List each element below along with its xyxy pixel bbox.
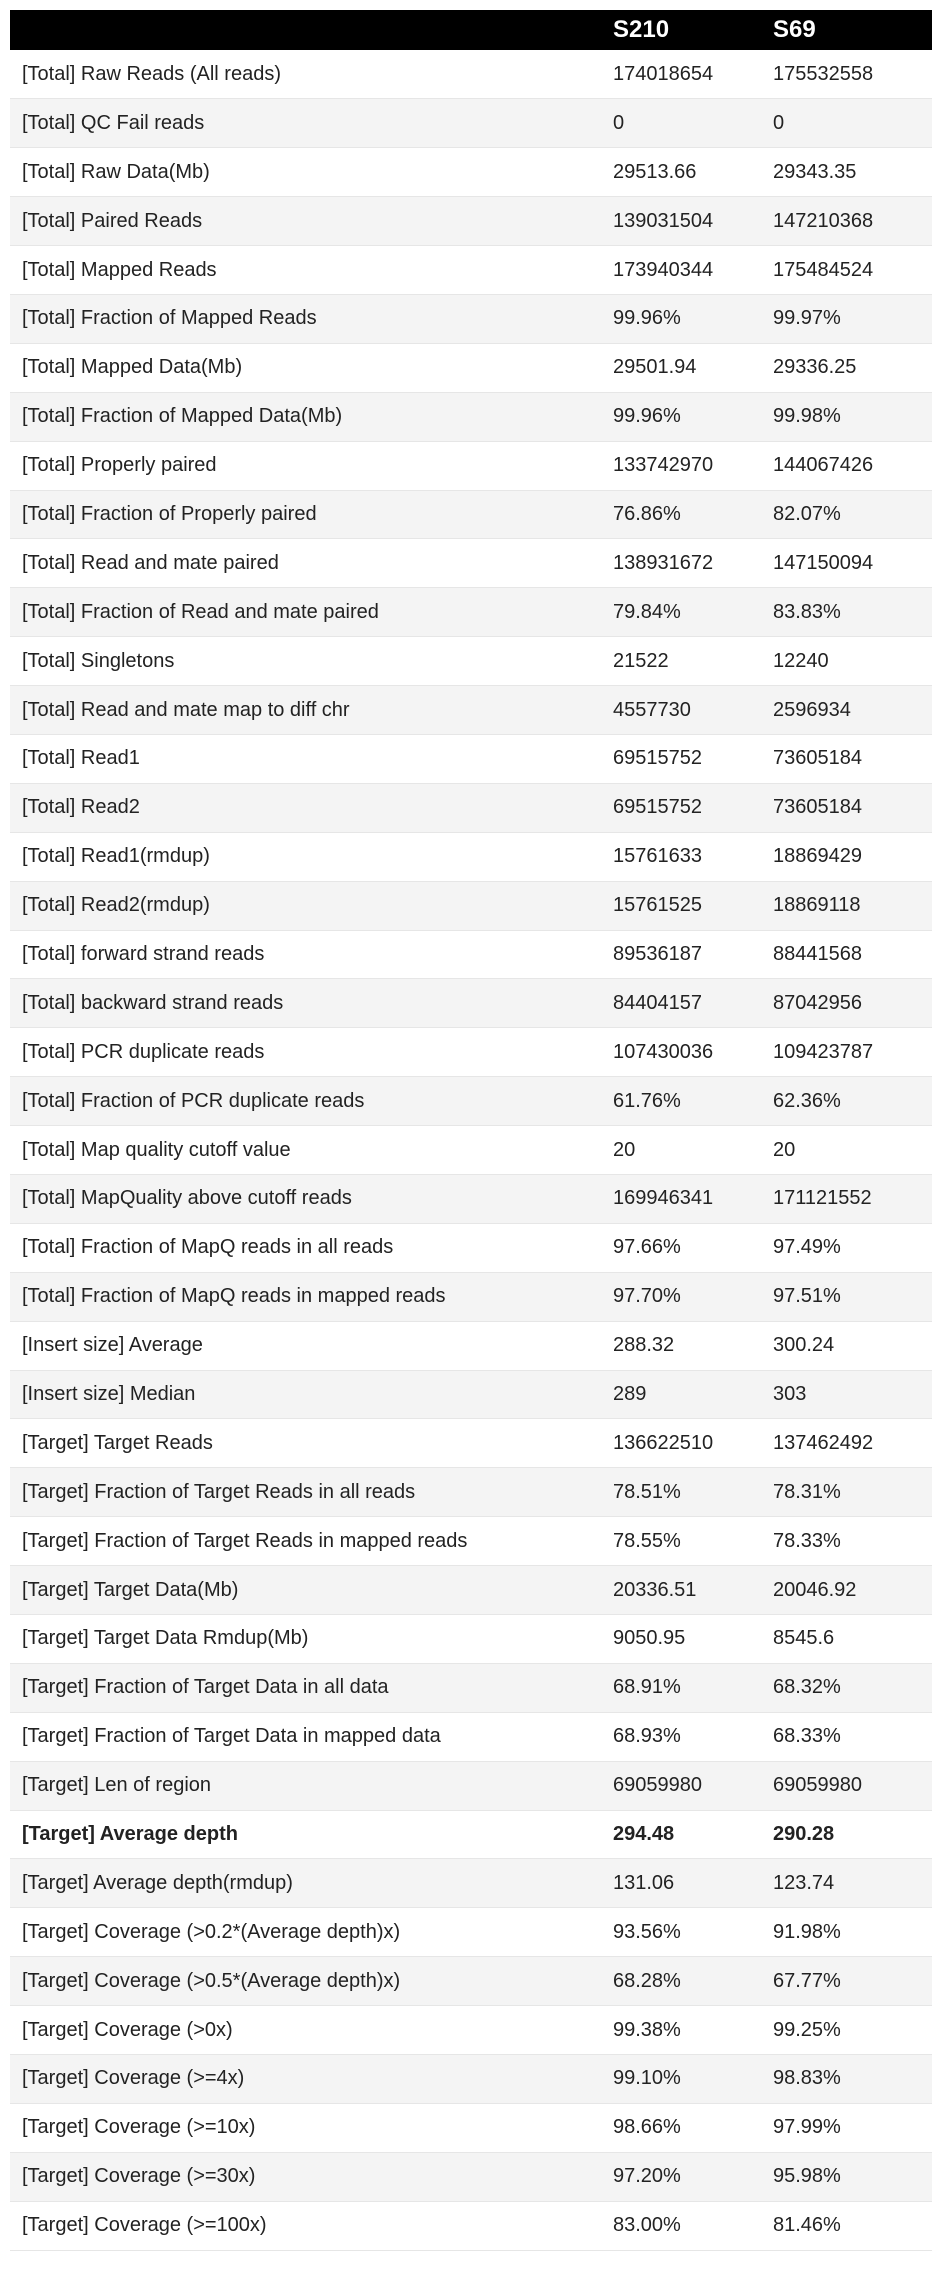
table-row <box>10 1957 932 2006</box>
metric-label: [Target] Average depth <box>10 1810 613 1859</box>
s210-value: 136622510 <box>613 1419 773 1468</box>
metric-label: [Total] Read and mate map to diff chr <box>10 686 613 735</box>
s210-value: 174018654 <box>613 50 773 99</box>
metric-label: [Total] QC Fail reads <box>10 99 613 148</box>
table-row <box>10 783 932 832</box>
s210-value: 131.06 <box>613 1859 773 1908</box>
s69-value: 144067426 <box>773 441 932 490</box>
s69-value: 78.31% <box>773 1468 932 1517</box>
metric-label: [Total] Fraction of Read and mate paired <box>10 588 613 637</box>
s210-value: 107430036 <box>613 1028 773 1077</box>
metric-label: [Target] Coverage (>0.2*(Average depth)x) <box>10 1908 613 1957</box>
metric-label: [Total] forward strand reads <box>10 930 613 979</box>
table-row <box>10 1615 932 1664</box>
table-row <box>10 1223 932 1272</box>
metric-label: [Total] Raw Reads (All reads) <box>10 50 613 99</box>
table-row <box>10 2055 932 2104</box>
metric-label: [Target] Fraction of Target Data in mapped data <box>10 1712 613 1761</box>
metric-label: [Target] Coverage (>=100x) <box>10 2201 613 2250</box>
table-row <box>10 148 932 197</box>
s210-value: 98.66% <box>613 2103 773 2152</box>
s210-value: 138931672 <box>613 539 773 588</box>
s69-value: 97.49% <box>773 1223 932 1272</box>
table-row <box>10 1468 932 1517</box>
header-s69: S69 <box>773 16 816 43</box>
s210-value: 0 <box>613 99 773 148</box>
metric-label: [Target] Coverage (>=30x) <box>10 2152 613 2201</box>
table-row <box>10 1028 932 1077</box>
s210-value: 99.10% <box>613 2055 773 2104</box>
s69-value: 95.98% <box>773 2152 932 2201</box>
s69-value: 91.98% <box>773 1908 932 1957</box>
s210-value: 29501.94 <box>613 343 773 392</box>
s210-value: 78.51% <box>613 1468 773 1517</box>
s69-value: 78.33% <box>773 1517 932 1566</box>
s69-value: 290.28 <box>773 1810 932 1859</box>
metric-label: [Total] Read and mate paired <box>10 539 613 588</box>
s69-value: 171121552 <box>773 1174 932 1223</box>
s69-value: 18869118 <box>773 881 932 930</box>
table-row <box>10 1370 932 1419</box>
s69-value: 99.25% <box>773 2006 932 2055</box>
table-row <box>10 99 932 148</box>
s210-value: 83.00% <box>613 2201 773 2250</box>
s210-value: 61.76% <box>613 1077 773 1126</box>
table-row <box>10 832 932 881</box>
table-row <box>10 197 932 246</box>
s210-value: 21522 <box>613 637 773 686</box>
header-metric <box>10 10 613 50</box>
s210-value: 69515752 <box>613 734 773 783</box>
metric-label: [Total] Properly paired <box>10 441 613 490</box>
s210-value: 76.86% <box>613 490 773 539</box>
s210-value: 97.70% <box>613 1272 773 1321</box>
metric-label: [Target] Target Data Rmdup(Mb) <box>10 1615 613 1664</box>
table-row <box>10 1419 932 1468</box>
metric-label: [Total] Raw Data(Mb) <box>10 148 613 197</box>
table-row <box>10 1859 932 1908</box>
s210-value: 99.96% <box>613 392 773 441</box>
table-row <box>10 881 932 930</box>
table-row <box>10 294 932 343</box>
table-row <box>10 1126 932 1175</box>
s210-value: 4557730 <box>613 686 773 735</box>
metric-label: [Total] Fraction of Mapped Data(Mb) <box>10 392 613 441</box>
table-body <box>10 50 932 2250</box>
s69-value: 147210368 <box>773 197 932 246</box>
s69-value: 0 <box>773 99 932 148</box>
s69-value: 68.32% <box>773 1663 932 1712</box>
table-row <box>10 734 932 783</box>
s69-value: 29343.35 <box>773 148 932 197</box>
s210-value: 99.38% <box>613 2006 773 2055</box>
table-row <box>10 1761 932 1810</box>
s210-value: 20 <box>613 1126 773 1175</box>
metric-label: [Target] Fraction of Target Reads in mapped reads <box>10 1517 613 1566</box>
s69-value: 73605184 <box>773 734 932 783</box>
s210-value: 288.32 <box>613 1321 773 1370</box>
metric-label: [Target] Target Reads <box>10 1419 613 1468</box>
metric-label: [Total] Mapped Data(Mb) <box>10 343 613 392</box>
metric-label: [Target] Coverage (>=4x) <box>10 2055 613 2104</box>
metric-label: [Target] Fraction of Target Reads in all reads <box>10 1468 613 1517</box>
table-row <box>10 1908 932 1957</box>
s210-value: 97.66% <box>613 1223 773 1272</box>
s210-value: 93.56% <box>613 1908 773 1957</box>
s210-value: 69515752 <box>613 783 773 832</box>
s69-value: 109423787 <box>773 1028 932 1077</box>
stats-table-container <box>10 10 932 2251</box>
table-row <box>10 539 932 588</box>
metric-label: [Target] Coverage (>=10x) <box>10 2103 613 2152</box>
s69-value: 97.51% <box>773 1272 932 1321</box>
s69-value: 73605184 <box>773 783 932 832</box>
s69-value: 81.46% <box>773 2201 932 2250</box>
s69-value: 18869429 <box>773 832 932 881</box>
metric-label: [Total] backward strand reads <box>10 979 613 1028</box>
metric-label: [Total] Read1(rmdup) <box>10 832 613 881</box>
table-row <box>10 441 932 490</box>
metric-label: [Target] Target Data(Mb) <box>10 1566 613 1615</box>
table-row <box>10 588 932 637</box>
stats-table <box>10 10 932 2251</box>
table-row <box>10 2006 932 2055</box>
s210-value: 15761633 <box>613 832 773 881</box>
s210-value: 79.84% <box>613 588 773 637</box>
table-row <box>10 1077 932 1126</box>
s69-value: 87042956 <box>773 979 932 1028</box>
s69-value: 99.98% <box>773 392 932 441</box>
s210-value: 139031504 <box>613 197 773 246</box>
s69-value: 300.24 <box>773 1321 932 1370</box>
table-row <box>10 637 932 686</box>
s69-value: 98.83% <box>773 2055 932 2104</box>
table-row <box>10 930 932 979</box>
s210-value: 294.48 <box>613 1810 773 1859</box>
metric-label: [Total] Fraction of PCR duplicate reads <box>10 1077 613 1126</box>
s69-value: 175532558 <box>773 50 932 99</box>
table-row <box>10 2103 932 2152</box>
metric-label: [Insert size] Average <box>10 1321 613 1370</box>
metric-label: [Total] Fraction of MapQ reads in mapped reads <box>10 1272 613 1321</box>
s210-value: 97.20% <box>613 2152 773 2201</box>
table-row <box>10 2152 932 2201</box>
table-row <box>10 1272 932 1321</box>
s210-value: 29513.66 <box>613 148 773 197</box>
metric-label: [Total] Fraction of MapQ reads in all reads <box>10 1223 613 1272</box>
s69-value: 29336.25 <box>773 343 932 392</box>
s69-value: 67.77% <box>773 1957 932 2006</box>
metric-label: [Insert size] Median <box>10 1370 613 1419</box>
s210-value: 89536187 <box>613 930 773 979</box>
metric-label: [Total] Mapped Reads <box>10 246 613 295</box>
table-row <box>10 1566 932 1615</box>
s69-value: 62.36% <box>773 1077 932 1126</box>
table-row <box>10 1810 932 1859</box>
metric-label: [Target] Fraction of Target Data in all data <box>10 1663 613 1712</box>
s210-value: 68.28% <box>613 1957 773 2006</box>
s69-value: 99.97% <box>773 294 932 343</box>
metric-label: [Target] Len of region <box>10 1761 613 1810</box>
s210-value: 69059980 <box>613 1761 773 1810</box>
metric-label: [Total] Paired Reads <box>10 197 613 246</box>
s69-value: 8545.6 <box>773 1615 932 1664</box>
s210-value: 9050.95 <box>613 1615 773 1664</box>
metric-label: [Total] PCR duplicate reads <box>10 1028 613 1077</box>
s69-value: 12240 <box>773 637 932 686</box>
s210-value: 84404157 <box>613 979 773 1028</box>
s69-value: 175484524 <box>773 246 932 295</box>
metric-label: [Total] Singletons <box>10 637 613 686</box>
s69-value: 97.99% <box>773 2103 932 2152</box>
table-row <box>10 392 932 441</box>
metric-label: [Total] Fraction of Mapped Reads <box>10 294 613 343</box>
s69-value: 303 <box>773 1370 932 1419</box>
s69-value: 2596934 <box>773 686 932 735</box>
table-row <box>10 1663 932 1712</box>
s69-value: 123.74 <box>773 1859 932 1908</box>
metric-label: [Total] Read2 <box>10 783 613 832</box>
metric-label: [Target] Coverage (>0x) <box>10 2006 613 2055</box>
s210-value: 289 <box>613 1370 773 1419</box>
table-row <box>10 1517 932 1566</box>
s69-value: 82.07% <box>773 490 932 539</box>
s210-value: 169946341 <box>613 1174 773 1223</box>
table-row <box>10 490 932 539</box>
s69-value: 20 <box>773 1126 932 1175</box>
table-row <box>10 2201 932 2250</box>
metric-label: [Target] Average depth(rmdup) <box>10 1859 613 1908</box>
header-row <box>10 10 932 50</box>
metric-label: [Target] Coverage (>0.5*(Average depth)x) <box>10 1957 613 2006</box>
s69-value: 68.33% <box>773 1712 932 1761</box>
s69-value: 20046.92 <box>773 1566 932 1615</box>
table-row <box>10 246 932 295</box>
metric-label: [Total] MapQuality above cutoff reads <box>10 1174 613 1223</box>
s69-value: 147150094 <box>773 539 932 588</box>
metric-label: [Total] Map quality cutoff value <box>10 1126 613 1175</box>
header-s210: S210 <box>613 16 670 43</box>
s69-value: 88441568 <box>773 930 932 979</box>
s210-value: 173940344 <box>613 246 773 295</box>
table-row <box>10 686 932 735</box>
s210-value: 99.96% <box>613 294 773 343</box>
metric-label: [Total] Fraction of Properly paired <box>10 490 613 539</box>
table-row <box>10 1712 932 1761</box>
s69-value: 69059980 <box>773 1761 932 1810</box>
metric-label: [Total] Read1 <box>10 734 613 783</box>
s210-value: 78.55% <box>613 1517 773 1566</box>
s210-value: 20336.51 <box>613 1566 773 1615</box>
s69-value: 83.83% <box>773 588 932 637</box>
s210-value: 133742970 <box>613 441 773 490</box>
table-row <box>10 50 932 99</box>
table-row <box>10 343 932 392</box>
table-row <box>10 979 932 1028</box>
table-row <box>10 1321 932 1370</box>
s210-value: 68.93% <box>613 1712 773 1761</box>
s210-value: 68.91% <box>613 1663 773 1712</box>
table-row <box>10 1174 932 1223</box>
metric-label: [Total] Read2(rmdup) <box>10 881 613 930</box>
s210-value: 15761525 <box>613 881 773 930</box>
table-header <box>10 10 932 50</box>
s69-value: 137462492 <box>773 1419 932 1468</box>
